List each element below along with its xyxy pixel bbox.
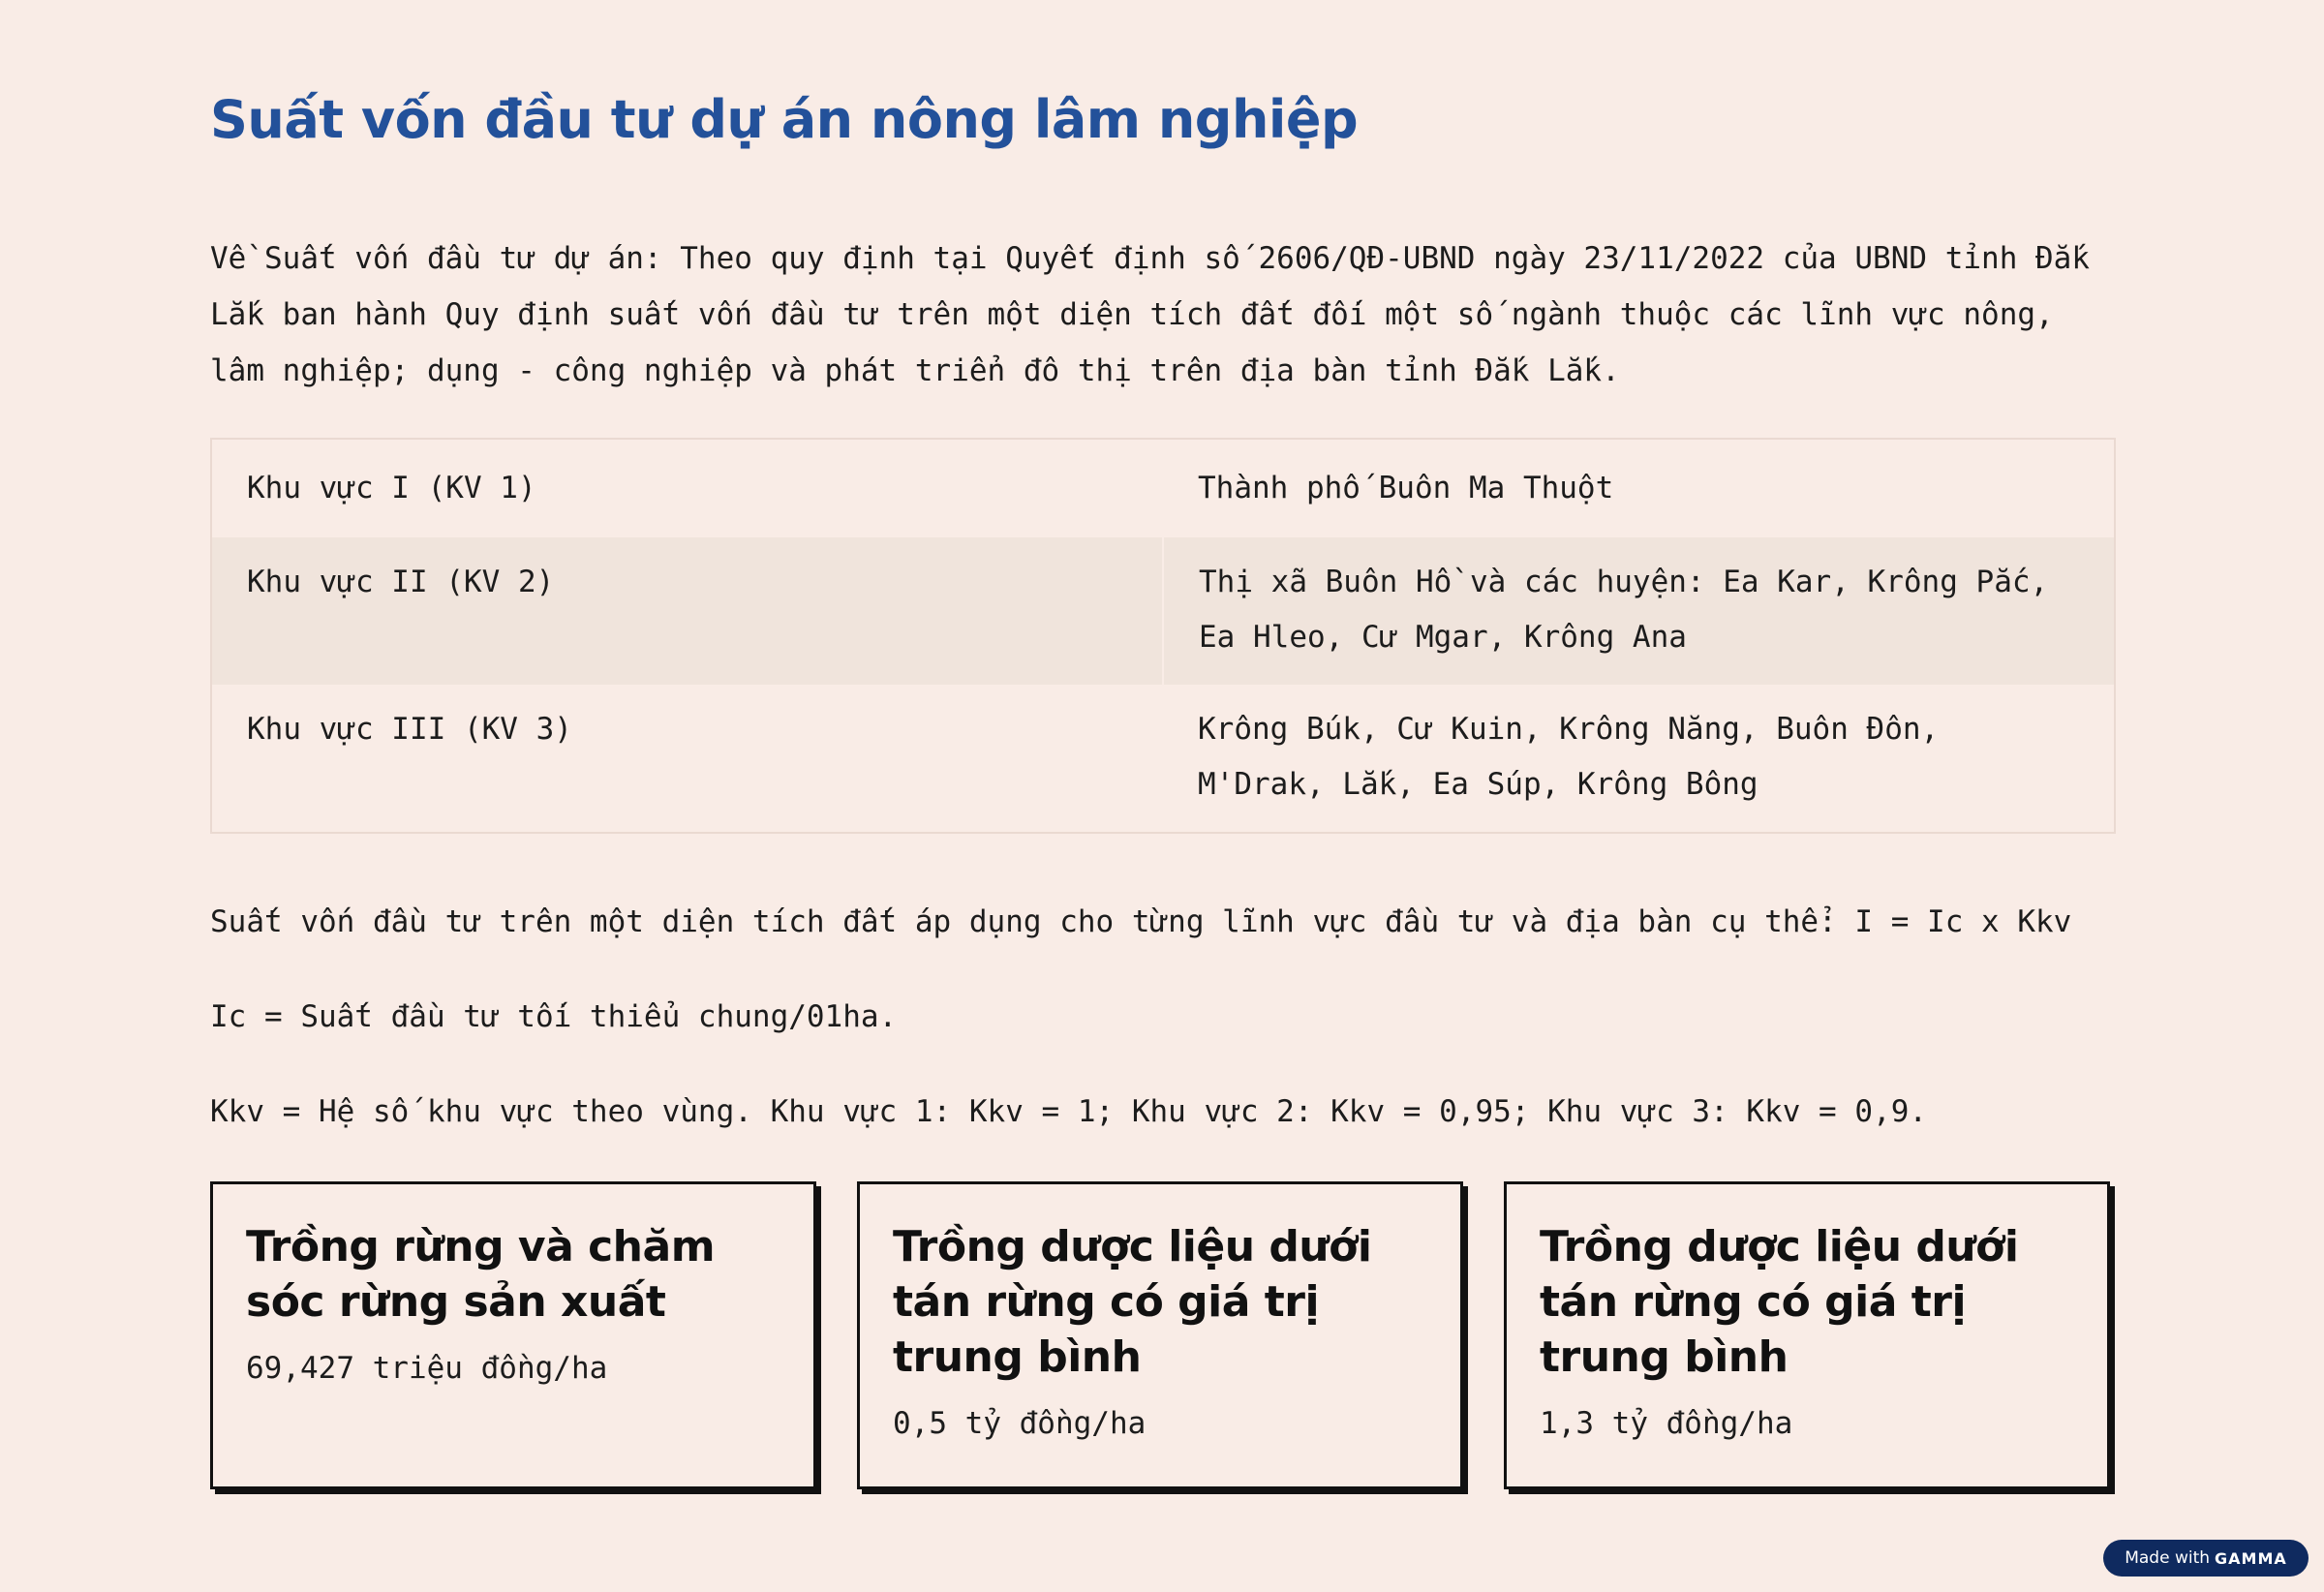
cards-row [210, 1181, 2116, 1495]
card-title: Trồng dược liệu dưới tán rừng có giá trị trung bình [1540, 1222, 2019, 1382]
card-value: 0,5 tỷ đồng/ha [893, 1406, 1147, 1441]
card-reforestation [210, 1181, 816, 1489]
zone-cell: Khu vực I (KV 1) [247, 471, 536, 505]
card-value: 69,427 triệu đồng/ha [246, 1351, 608, 1386]
card-title: Trồng rừng và chăm sóc rừng sản xuất [246, 1222, 716, 1327]
area-cell: Thị xã Buôn Hồ và các huyện: Ea Kar, Krông Pắc, Ea Hleo, Cư Mgar, Krông Ana [1163, 537, 2115, 685]
made-with-gamma-badge[interactable] [2103, 1540, 2309, 1577]
area-cell: Thành phố Buôn Ma Thuột [1198, 471, 1614, 505]
formula-text: Suất vốn đầu tư trên một diện tích đất áp dụng cho từng lĩnh vực đầu tư và địa bàn cụ thể: I = Ic x Kkv [210, 904, 2072, 939]
kkv-definition: Kkv = Hệ số khu vực theo vùng. Khu vực 1: Kkv = 1; Khu vực 2: Kkv = 0,95; Khu vực 3: Kkv = 0,9. [210, 1094, 1928, 1129]
ic-definition: Ic = Suất đầu tư tối thiểu chung/01ha. [210, 999, 898, 1034]
zone-cell: Khu vực III (KV 3) [247, 712, 572, 747]
intro-paragraph: Về Suất vốn đầu tư dự án: Theo quy định tại Quyết định số 2606/QĐ-UBND ngày 23/11/2022 của UBND tỉnh Đắk Lắk ban hành Quy định suất vốn đầu tư trên một diện tích đất đối một số ngành thuộc các lĩnh vực nông, lâm nghiệp; dụng - công nghiệp và phát triển đô thị trên địa bàn tỉnh Đắk Lắk. [210, 241, 2091, 388]
table-row [211, 439, 2115, 537]
card-value: 1,3 tỷ đồng/ha [1540, 1406, 1793, 1441]
card-title: Trồng dược liệu dưới tán rừng có giá trị trung bình [893, 1222, 1372, 1382]
table-row [211, 685, 2115, 833]
table-row [211, 537, 2115, 685]
card-medicinal-plants-2 [1504, 1181, 2110, 1489]
page-title: Suất vốn đầu tư dự án nông lâm nghiệp [210, 89, 1359, 150]
area-cell: Krông Búk, Cư Kuin, Krông Năng, Buôn Đôn, M'Drak, Lắk, Ea Súp, Krông Bông [1198, 712, 1940, 802]
gamma-logo: GAMMA [2215, 1548, 2287, 1568]
regions-table [210, 438, 2116, 834]
badge-prefix: Made with [2125, 1548, 2211, 1568]
zone-cell: Khu vực II (KV 2) [211, 537, 1163, 685]
card-medicinal-plants [857, 1181, 1463, 1489]
